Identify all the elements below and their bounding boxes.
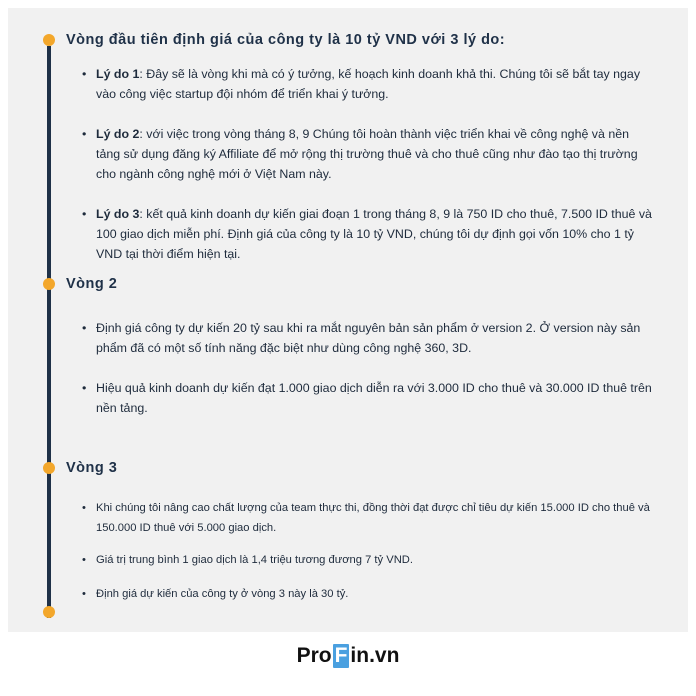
reason-label: Lý do 3	[96, 207, 140, 221]
profin-logo	[0, 644, 696, 668]
timeline-dot	[43, 278, 55, 290]
content-panel	[8, 8, 688, 632]
reason-text: : với việc trong vòng tháng 8, 9 Chúng tôi hoàn thành việc triển khai về công nghệ và nền tảng sử dụng đăng ký Affiliate để mở rộng thị trường thuê và cho thuê cũng như đào tạo thị trường cho ngành công nghệ mới ở Việt Nam này.	[96, 127, 638, 181]
reason-label: Lý do 2	[96, 127, 140, 141]
round3-list	[82, 498, 652, 604]
reason-label: Lý do 1	[96, 67, 140, 81]
timeline-dot	[43, 606, 55, 618]
reason-text: : Đây sẽ là vòng khi mà có ý tưởng, kế hoạch kinh doanh khả thi. Chúng tôi sẽ bắt tay ngay vào công việc startup đội nhóm để triển khai ý tưởng.	[96, 67, 641, 101]
list-item	[82, 124, 652, 184]
list-item: • Hiệu quả kinh doanh dự kiến đạt 1.000 giao dịch diễn ra với 3.000 ID cho thuê và 30.000 ID thuê trên nền tảng.	[82, 378, 652, 418]
logo-text-pro: Pro	[296, 644, 332, 667]
round1-heading: Vòng đầu tiên định giá của công ty là 10 tỷ VND với 3 lý do:	[66, 32, 506, 48]
reason-text: : kết quả kinh doanh dự kiến giai đoạn 1 trong tháng 8, 9 là 750 ID cho thuê, 7.500 ID thuê và 100 giao dịch miễn phí. Định giá của công ty là 10 tỷ VND, chúng tôi dự định gọi vốn 10% cho 1 tỷ VND tại thời điểm hiện tại.	[96, 207, 652, 261]
timeline-line	[47, 46, 51, 618]
list-item: • Khi chúng tôi nâng cao chất lượng của team thực thi, đồng thời đạt được chỉ tiêu dự kiến 15.000 ID cho thuê và 150.000 ID thuê với 5.000 giao dịch.	[82, 498, 652, 538]
round2-heading: Vòng 2	[66, 276, 118, 292]
list-item	[82, 204, 652, 264]
timeline-dot	[43, 462, 55, 474]
logo-text-in: in.vn	[350, 644, 400, 667]
round1-list	[82, 64, 652, 264]
list-item: • Định giá công ty dự kiến 20 tỷ sau khi ra mắt nguyên bản sản phẩm ở version 2. Ở version này sản phẩm đã có một số tính năng đặc biệt như dùng công nghệ 360, 3D.	[82, 318, 652, 358]
round3-heading: Vòng 3	[66, 460, 118, 476]
logo-f-mark: F	[334, 644, 348, 667]
round2-list	[82, 318, 652, 418]
list-item: • Giá trị trung bình 1 giao dịch là 1,4 triệu tương đương 7 tỷ VND.	[82, 550, 652, 570]
list-item: • Định giá dự kiến của công ty ở vòng 3 này là 30 tỷ.	[82, 584, 652, 604]
list-item	[82, 64, 652, 104]
timeline-dot	[43, 34, 55, 46]
